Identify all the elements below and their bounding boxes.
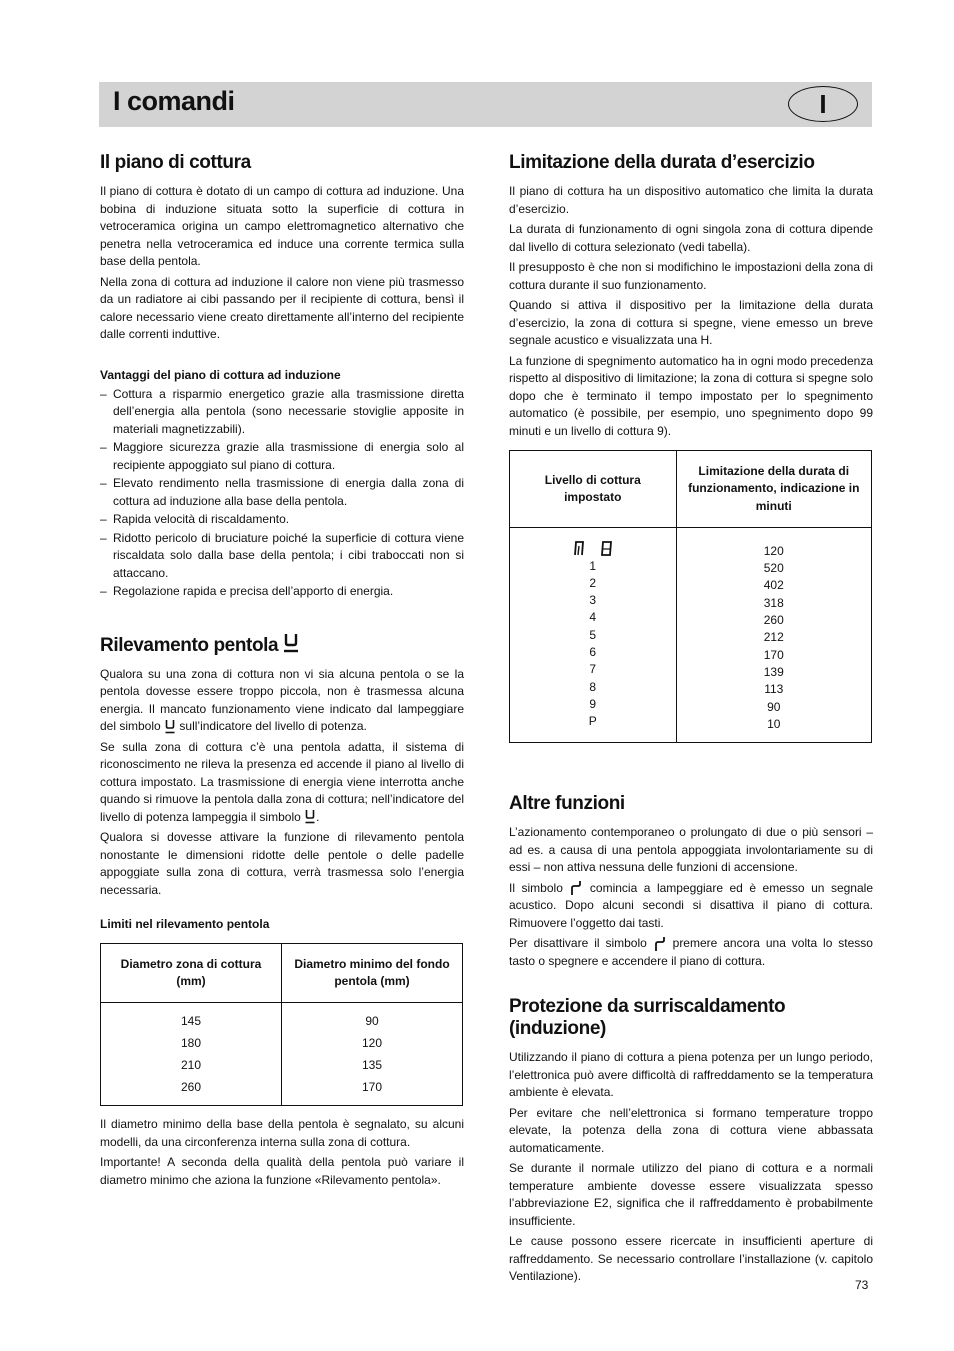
- section-piano-cottura: [100, 152, 464, 344]
- language-badge: I: [788, 86, 858, 122]
- paragraph: Utilizzando il piano di cottura a piena potenza per un lungo periodo, l’elettronica può avere difficoltà di raffreddamento se la temperatura ambiente è elevata.: [509, 1050, 873, 1099]
- section-title-piano: Il piano di cottura: [100, 152, 251, 173]
- table-cell: [510, 528, 677, 743]
- pan-detection-icon: [283, 631, 299, 655]
- cell-value: 5: [589, 627, 597, 642]
- section-limiti: [100, 917, 464, 1189]
- duration-table: [509, 450, 872, 743]
- page-title: I comandi: [113, 86, 235, 116]
- right-column: [509, 152, 873, 1289]
- paragraph: Qualora su una zona di cottura non vi sia alcuna pentola o se la pentola dovesse essere troppo piccola, non è trasmessa alcuna energia. Il mancato funzionamento viene indicato dal lampeggiare del simbolo sull’indicatore del livello di potenza.: [100, 666, 464, 733]
- cell-value: 180: [180, 1036, 202, 1050]
- list-item: – Cottura a risparmio energetico grazie alla trasmissione diretta dell’energia alla pentola (sono necessarie stoviglie apposite in materiali magnetizzabili).: [100, 386, 464, 439]
- paragraph: Quando si attiva il dispositivo per la limitazione della durata d’esercizio, la zona di cottura si spegne, viene emesso un breve segnale acustico e visualizzata una H.: [509, 298, 873, 347]
- cell-value: 8: [589, 679, 597, 694]
- paragraph: Le cause possono essere ricercate in insufficienti aperture di raffreddamento. Se necessario controllare l’installazione (v. capitolo Ventilazione).: [509, 1234, 873, 1283]
- cell-value: 520: [763, 561, 784, 576]
- cell-value: 212: [763, 630, 784, 645]
- list-item: – Ridotto pericolo di bruciature poiché la superficie di cottura viene riscaldata solo dalla base della pentola; i cibi traboccati non si attaccano.: [100, 530, 464, 583]
- paragraph: Il diametro minimo della base della pentola è segnalato, su alcuni modelli, da una circonferenza interna sulla zona di cottura.: [100, 1117, 464, 1149]
- cell-value: 120: [763, 543, 784, 558]
- table-header-row: [510, 451, 872, 528]
- cell-value: 6: [589, 645, 597, 659]
- cell-value: 145: [180, 1014, 202, 1028]
- subheading-limiti: Limiti nel rilevamento pentola: [100, 917, 270, 931]
- cell-value: 139: [763, 664, 784, 679]
- cell-value: 10: [767, 716, 781, 731]
- paragraph: Per disattivare il simbolo premere ancora una volta lo stesso tasto o spegnere e accendere il piano di cottura.: [509, 936, 873, 968]
- column-header: Diametro zona di cottura (mm): [101, 944, 282, 1003]
- section-limitazione: [509, 152, 873, 440]
- cell-value: P: [588, 714, 597, 729]
- paragraph: Importante! A seconda della qualità della pentola può variare il diametro minimo che aziona la funzione «Rilevamento pentola».: [100, 1155, 464, 1187]
- column-header: Livello di cottura impostato: [510, 451, 677, 528]
- list-item: – Rapida velocità di riscaldamento.: [100, 511, 464, 529]
- paragraph: Se sulla zona di cottura c’è una pentola adatta, il sistema di riconoscimento ne rileva la presenza ed accende il piano al livello di cottura impostato. La trasmissione di energia viene interrotta anche quando si rimuove la pentola dalla zona di cottura; nell’indicatore del livello di potenza lampeggia il simbolo .: [100, 739, 464, 824]
- key-lock-icon: [653, 936, 667, 952]
- section-title-altre: Altre funzioni: [509, 793, 625, 814]
- cell-value: 260: [180, 1080, 202, 1094]
- subheading-vantaggi: Vantaggi del piano di cottura ad induzione: [100, 367, 341, 382]
- section-altre-funzioni: [509, 793, 873, 970]
- section-title-protezione: Protezione da surriscaldamento (induzione): [509, 996, 786, 1039]
- column-header: Diametro minimo del fondo pentola (mm): [282, 944, 463, 1003]
- section-title-rilevamento: Rilevamento pentola: [100, 631, 464, 657]
- zero-segment-display-icon: [571, 538, 615, 558]
- table-cell: [101, 1003, 282, 1106]
- cell-value: 113: [764, 682, 784, 697]
- table-header-row: [101, 944, 463, 1003]
- pan-detection-icon: [164, 719, 176, 735]
- cell-value: 90: [365, 1014, 379, 1028]
- section-title-limitazione: Limitazione della durata d’esercizio: [509, 152, 815, 173]
- cell-value: 1: [589, 558, 597, 573]
- paragraph: Nella zona di cottura ad induzione il calore non viene più trasmesso da un radiatore ai cibi passando per il recipiente di cottura, bensì il calore necessario viene creato direttamente all’interno del recipiente dalle correnti induttive.: [100, 274, 464, 341]
- pan-diameter-table: [100, 943, 463, 1106]
- cell-value: 135: [361, 1058, 383, 1072]
- page-number: 73: [855, 1278, 869, 1292]
- table-row: [510, 528, 872, 743]
- key-lock-icon: [569, 880, 583, 896]
- list-item: – Maggiore sicurezza grazie alla trasmissione di energia solo al recipiente appoggiato sul piano di cottura.: [100, 439, 464, 474]
- section-rilevamento: [100, 631, 464, 900]
- paragraph: L’azionamento contemporaneo o prolungato di due o più sensori – ad es. a causa di una pentola appoggiata involontariamente su di essi – non attiva nessuna delle funzioni di accensione.: [509, 825, 873, 874]
- cell-value: 90: [767, 699, 781, 714]
- cell-value: 120: [361, 1036, 383, 1050]
- advantages-list: [100, 386, 464, 601]
- paragraph: Qualora si dovesse attivare la funzione di rilevamento pentola nonostante le dimensioni ridotte delle pentole o delle padelle appoggiate sulla zona di cottura, verrà trasmessa solo l’energia necessaria.: [100, 830, 464, 897]
- cell-value: 9: [589, 696, 597, 711]
- cell-value: 260: [763, 613, 784, 628]
- section-vantaggi: [100, 368, 464, 601]
- cell-value: 210: [180, 1058, 202, 1072]
- paragraph: Se durante il normale utilizzo del piano di cottura e a normali temperature ambiente dovesse essere visualizzata spesso l’abbreviazione E2, significa che il raffreddamento è probabilmente insufficiente.: [509, 1161, 873, 1228]
- list-item: – Regolazione rapida e precisa dell’apporto di energia.: [100, 583, 464, 601]
- cell-value: 7: [589, 662, 597, 677]
- table-cell: [676, 528, 871, 743]
- paragraph: Il piano di cottura ha un dispositivo automatico che limita la durata d’esercizio.: [509, 184, 873, 216]
- paragraph: Il presupposto è che non si modifichino le impostazioni della zona di cottura durante il suo funzionamento.: [509, 260, 873, 292]
- cell-value: 170: [763, 647, 784, 662]
- cell-value: 4: [589, 610, 597, 625]
- cell-value: 2: [589, 575, 597, 590]
- column-header: Limitazione della durata di funzionamento, indicazione in minuti: [676, 451, 871, 528]
- cell-value: 402: [763, 578, 784, 593]
- list-item: – Elevato rendimento nella trasmissione di energia dalla zona di cottura ad induzione alla base della pentola.: [100, 475, 464, 510]
- paragraph: Il piano di cottura è dotato di un campo di cottura ad induzione. Una bobina di induzione situata sotto la superficie di cottura in vetroceramica origina un campo elettromagnetico alternativo che penetra nella vetroceramica ed induce una corrente termica sulla base della pentola.: [100, 184, 464, 268]
- pan-detection-icon: [304, 809, 316, 825]
- left-column: [100, 152, 464, 1192]
- cell-value: 318: [763, 595, 784, 610]
- paragraph: Il simbolo comincia a lampeggiare ed è emesso un segnale acustico. Dopo alcuni secondi si disattiva il piano di cottura. Rimuovere l’oggetto dai tasti.: [509, 880, 873, 930]
- paragraph: Per evitare che nell’elettronica si formano temperature troppo elevate, la potenza della zona di cottura viene abbassata automaticamente.: [509, 1105, 873, 1155]
- cell-value: 3: [589, 593, 597, 608]
- cell-value: 170: [361, 1080, 383, 1094]
- table-cell: [282, 1003, 463, 1106]
- section-protezione: [509, 996, 873, 1286]
- paragraph: La funzione di spegnimento automatico ha in ogni modo precedenza rispetto al dispositivo di limitazione; la zona di cottura si spegne solo dopo che è terminato il tempo impostato per lo spegnimento automatico (è possibile, per esempio, uno spegnimento dopo 99 minuti e un livello di cottura 9).: [509, 353, 873, 438]
- table-row: [101, 1003, 463, 1106]
- page-header: [99, 82, 872, 127]
- paragraph: La durata di funzionamento di ogni singola zona di cottura dipende dal livello di cottura selezionato (vedi tabella).: [509, 222, 873, 254]
